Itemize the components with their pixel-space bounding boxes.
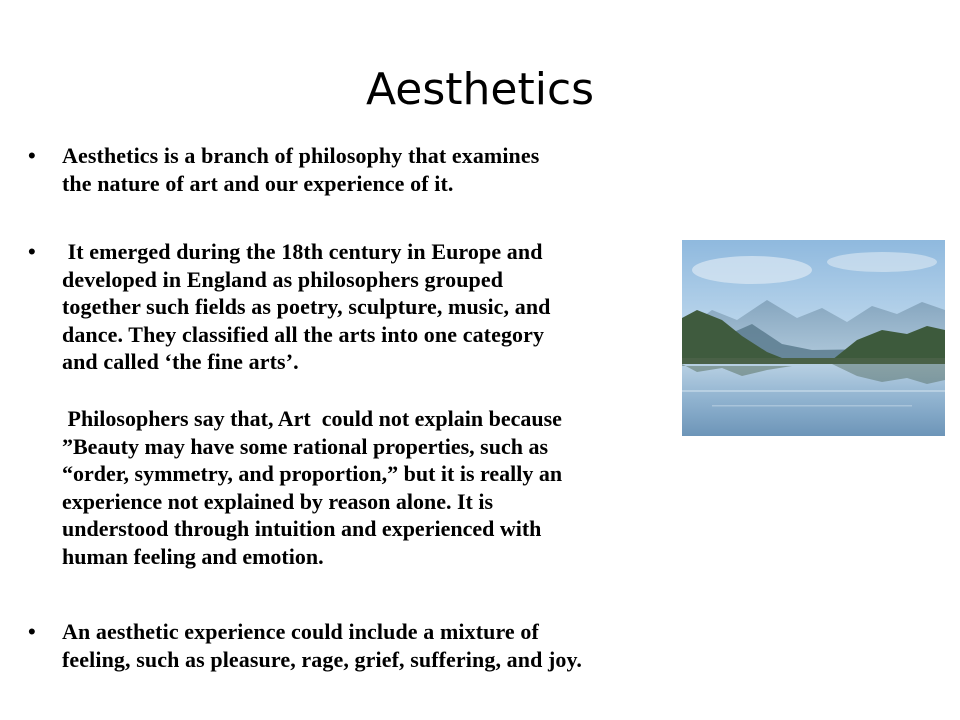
mountain-lake-illustration (682, 240, 945, 436)
text-line: feeling, such as pleasure, rage, grief, suffering, and joy. (62, 646, 583, 672)
text-line: ”Beauty may have some rational properties, such as (62, 433, 549, 459)
bullet-point-definition (62, 142, 682, 197)
text-line: developed in England as philosophers grouped (62, 266, 504, 292)
slide-title: Aesthetics (365, 64, 595, 115)
bullet-point-history (62, 238, 692, 376)
text-line: understood through intuition and experienced with (62, 516, 542, 541)
text-line: together such fields as poetry, sculpture, music, and (62, 294, 551, 319)
text-line: • It emerged during the 18th century in Europe and (62, 239, 543, 264)
bullet-point-experience (62, 618, 722, 673)
text-line: • Aesthetics is a branch of philosophy that examines (62, 143, 540, 168)
text-line: human feeling and emotion. (62, 543, 324, 569)
text-line: and called ‘the fine arts’. (62, 349, 299, 374)
text-line: the nature of art and our experience of it. (62, 170, 454, 196)
landscape-image (682, 240, 945, 436)
text-line: experience not explained by reason alone. It is (62, 488, 494, 514)
text-line: • An aesthetic experience could include a mixture of (62, 619, 539, 644)
paragraph-philosophers (62, 405, 692, 570)
text-line: dance. They classified all the arts into one category (62, 321, 545, 347)
text-line: “order, symmetry, and proportion,” but it is really an (62, 461, 563, 486)
text-line: Philosophers say that, Art could not explain because (62, 406, 562, 431)
